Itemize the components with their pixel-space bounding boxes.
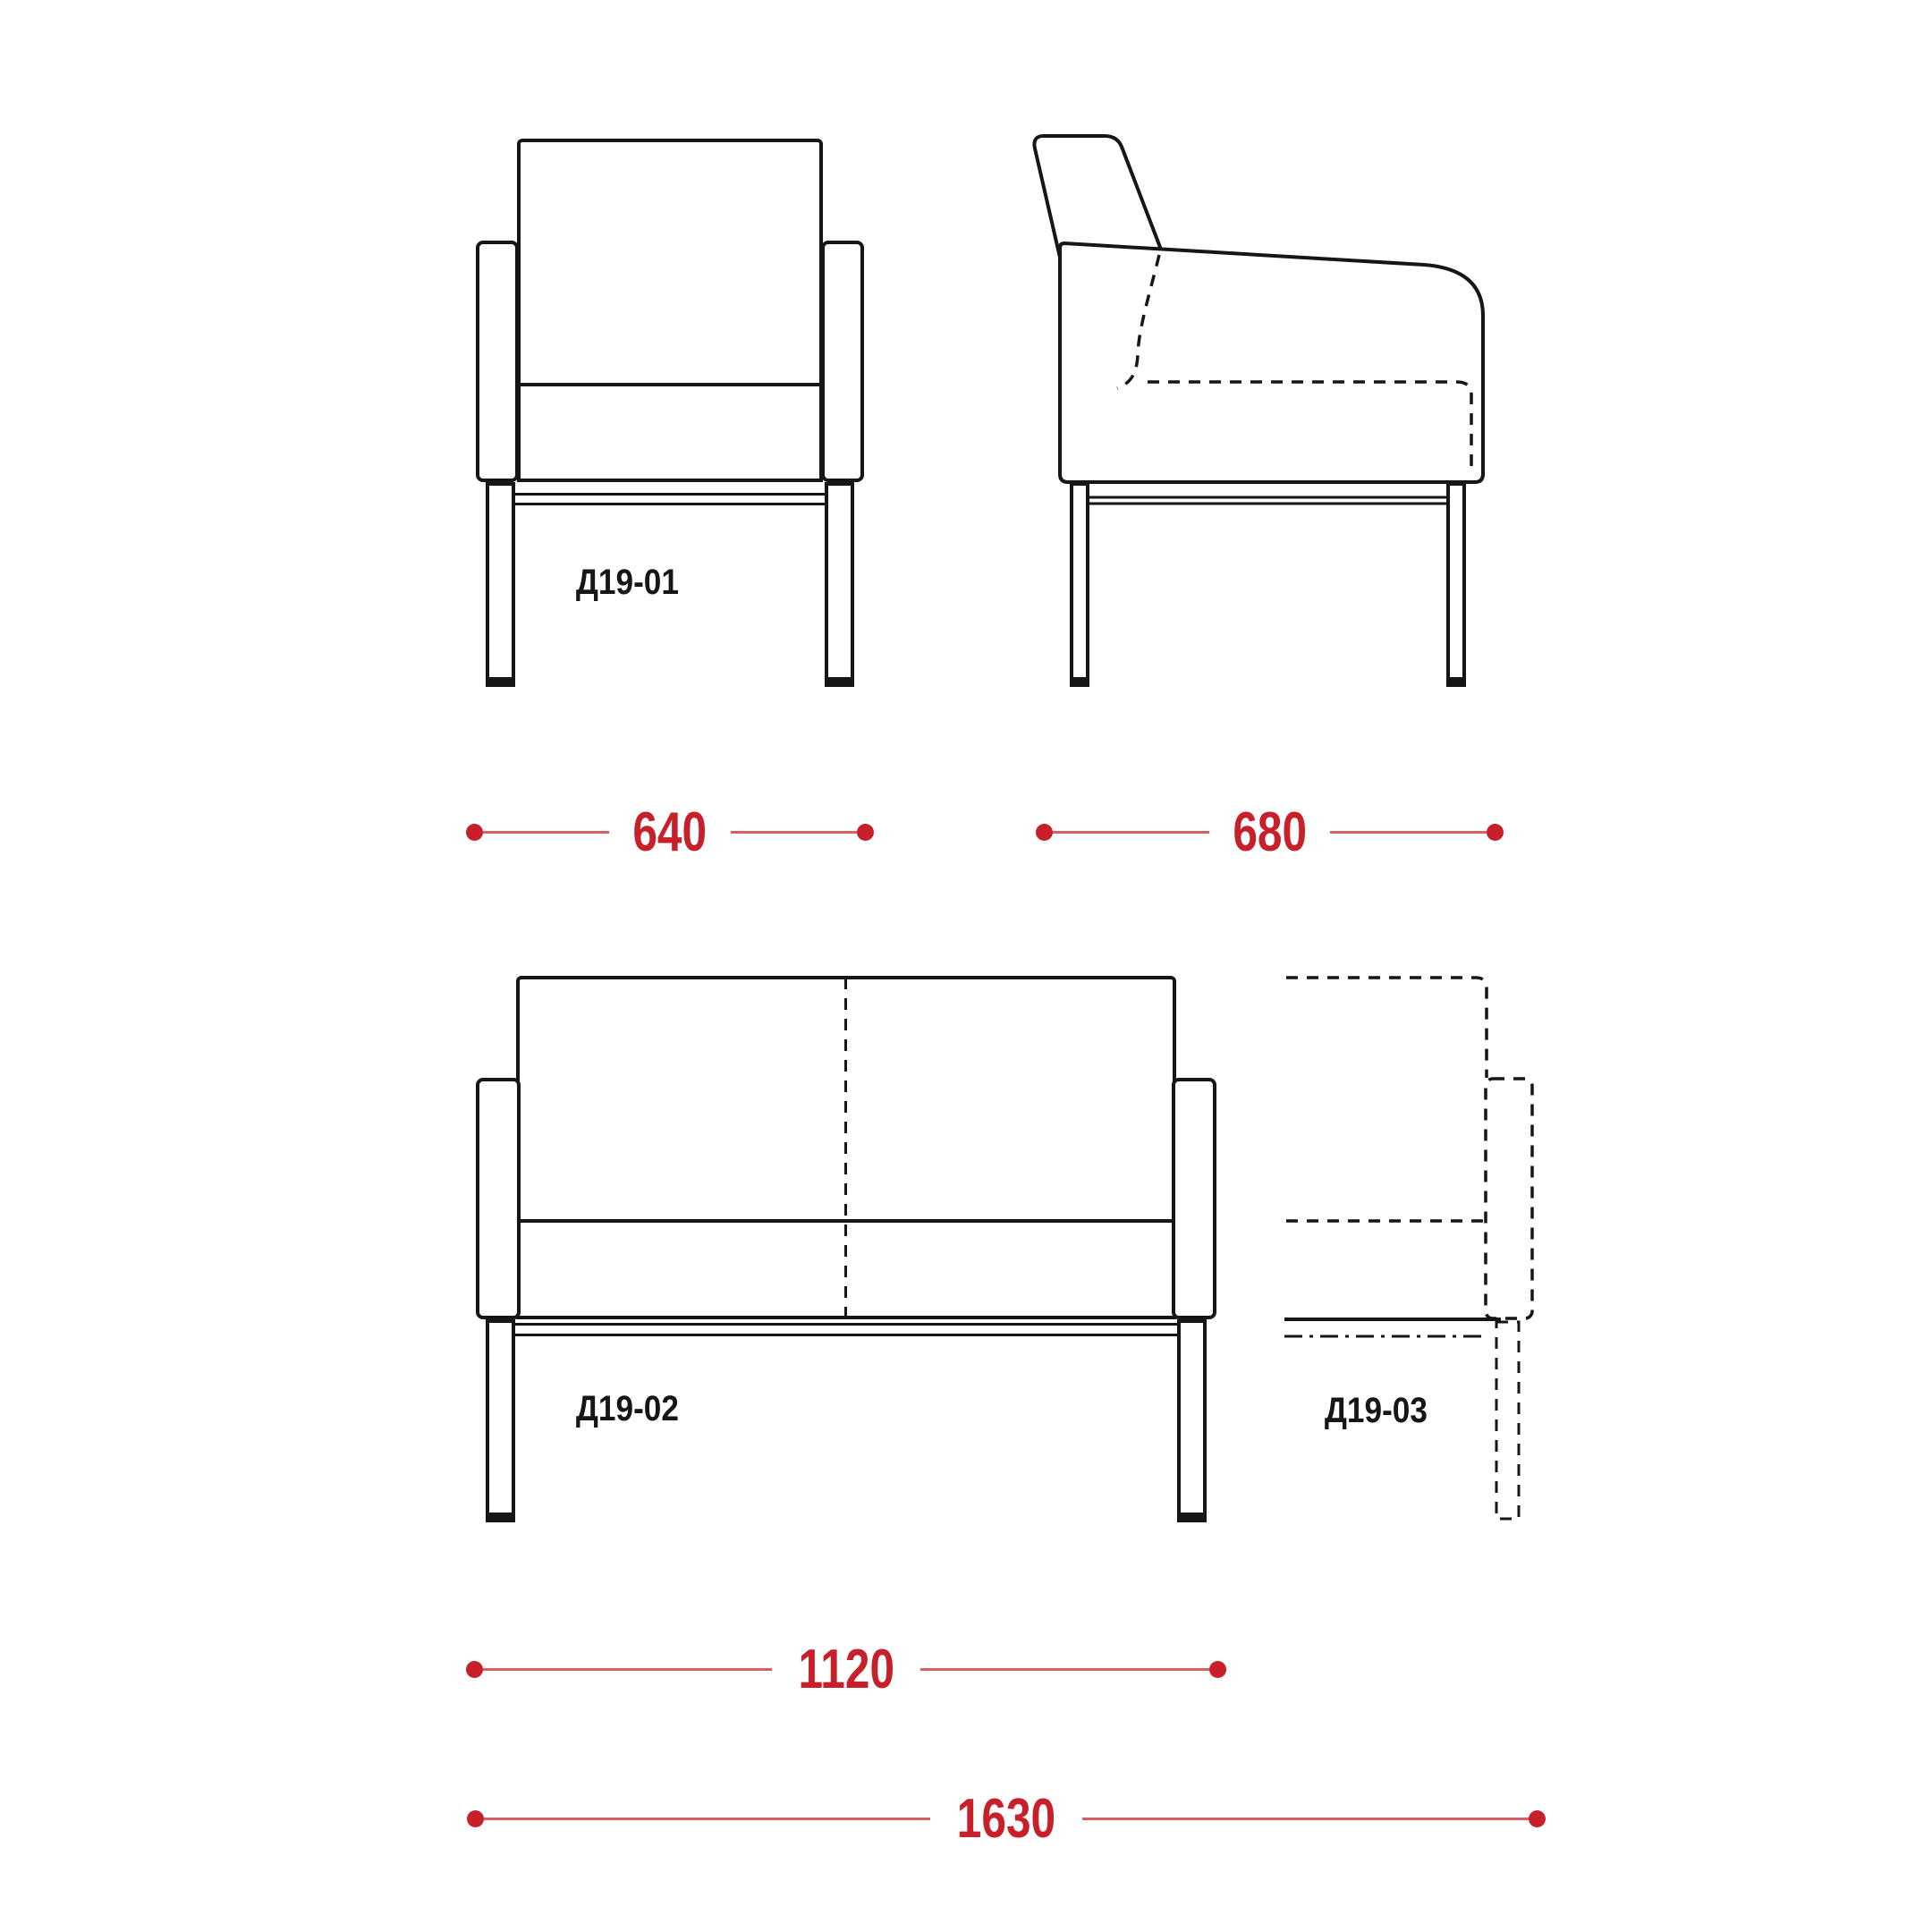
dimension-endpoint-dot (467, 1810, 484, 1827)
dimension-endpoint-dot (466, 1661, 483, 1678)
dimension-line (483, 1668, 772, 1671)
sofa-stretcher-bar (497, 1323, 1204, 1336)
model-label-sofa (490, 1386, 764, 1431)
sofa-armrest-right (1172, 1078, 1216, 1319)
sofa-leg-right (1177, 1319, 1207, 1522)
dimension-endpoint-dot (1529, 1810, 1546, 1827)
section-back-top-dashed (1286, 978, 1487, 1078)
model-label-section-text: Д19-03 (1324, 1390, 1428, 1430)
dimension-total-width (467, 1787, 1546, 1850)
dimension-line (484, 1818, 930, 1820)
model-label-sofa-text: Д19-02 (575, 1388, 679, 1428)
section-armrest-dashed (1486, 1079, 1532, 1318)
dimension-line (1082, 1818, 1529, 1820)
dimension-value: 640 (632, 801, 708, 863)
section-side-view-dashed (1234, 948, 1574, 1556)
sofa-center-seam-dashed (844, 978, 847, 1318)
dimension-line (920, 1668, 1209, 1671)
dimension-value: 1630 (956, 1787, 1056, 1850)
dimension-value: 1120 (798, 1638, 894, 1700)
dimension-endpoint-dot (1209, 1661, 1226, 1678)
model-label-section (1239, 1388, 1513, 1433)
model-label-armchair-text: Д19-01 (575, 562, 679, 602)
dimension-sofa-width (466, 1638, 1226, 1700)
dimension-value: 680 (1233, 801, 1307, 863)
sofa-armrest-left (476, 1078, 521, 1319)
